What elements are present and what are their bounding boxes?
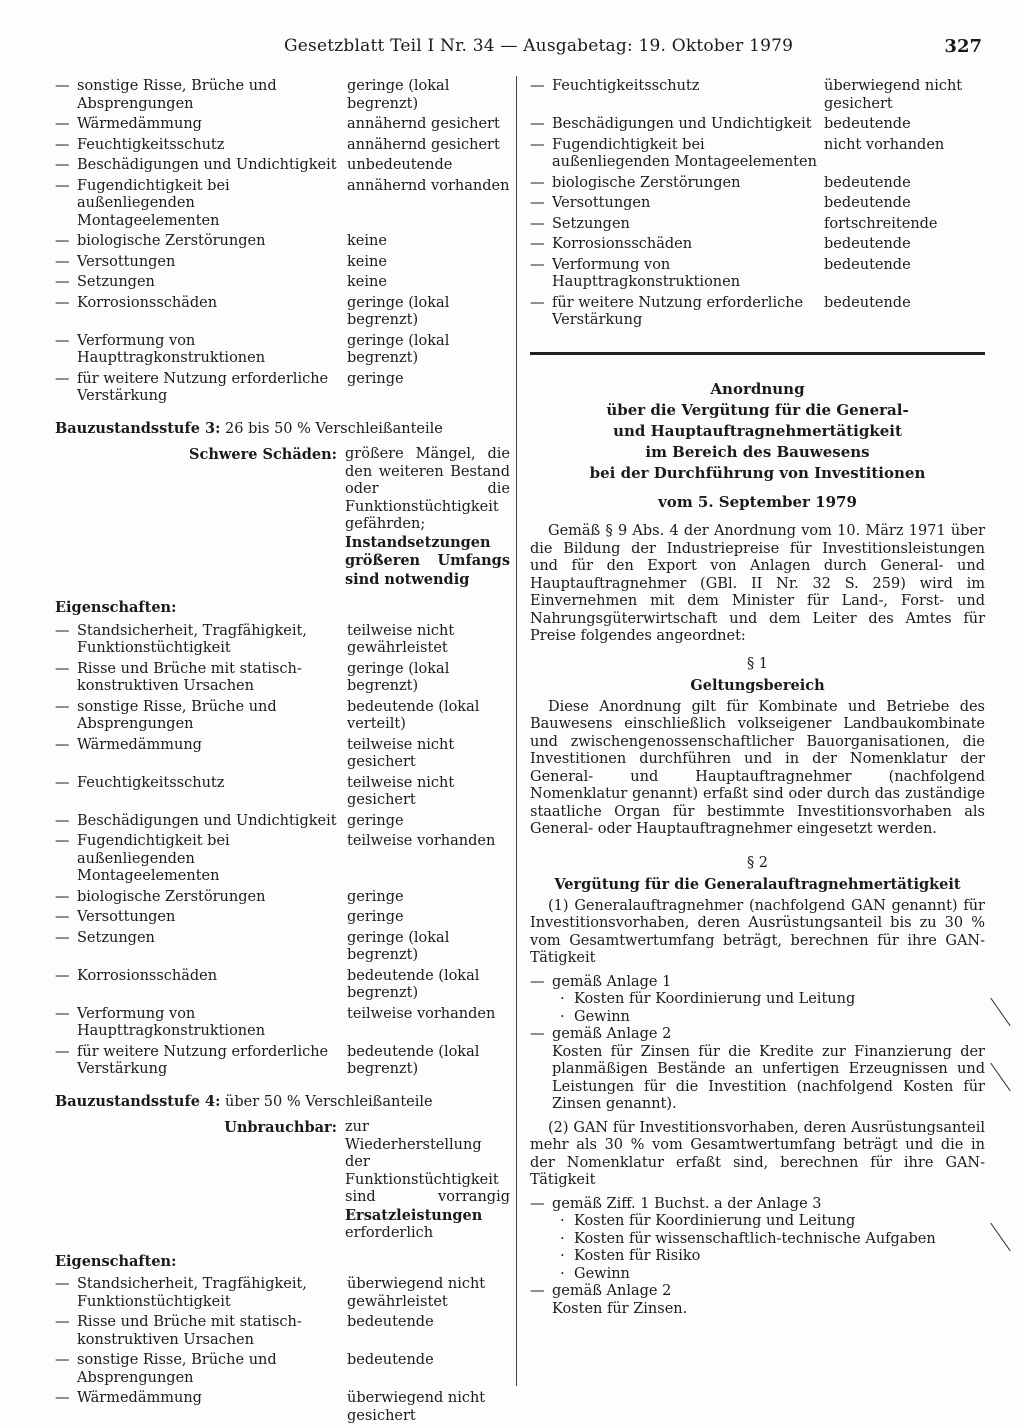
- property-name: Versottungen: [77, 909, 176, 925]
- stage3-damage: [55, 446, 510, 589]
- title-line: und Hauptauftragnehmertätigkeit: [613, 421, 902, 440]
- section-2-paragraph-2: (2) GAN für Investitionsvorhaben, deren Ausrüstungsanteil mehr als 30 % vom Gesamtwertumfang beträgt und die in der Nomenklatur erfaßt sind, berechnen für ihre GAN-Tätigkeit: [530, 1119, 985, 1188]
- stage4-damage: [55, 1119, 510, 1243]
- property-name: Beschädigungen und Undichtigkeit: [77, 812, 337, 829]
- property-value: unbedeutende: [347, 157, 453, 173]
- margin-mark: [990, 1063, 1010, 1091]
- property-row: [530, 78, 985, 113]
- stage4-eigenschaften: Eigenschaften:: [55, 1252, 177, 1270]
- property-row: [55, 295, 510, 330]
- bullet-text: Kosten für Koordinierung und Leitung: [574, 991, 856, 1007]
- property-row: [530, 257, 985, 292]
- dash: —: [55, 78, 70, 94]
- property-value: bedeutende (lokal verteilt): [347, 698, 480, 732]
- property-row: [55, 623, 510, 658]
- property-value: keine: [347, 233, 387, 249]
- dash: —: [55, 1005, 70, 1022]
- property-value: teilweise nicht gesichert: [347, 774, 455, 808]
- stage4-properties-right: [530, 78, 985, 330]
- property-row: [55, 1044, 510, 1079]
- bullet-item: · Kosten für wissenschaftlich-technische Aufgaben: [560, 1230, 936, 1247]
- property-value: keine: [347, 274, 387, 290]
- stage4-text: über 50 % Verschleißanteile: [225, 1093, 433, 1110]
- property-name: für weitere Nutzung erforderliche Verstärkung: [77, 370, 329, 404]
- dash: —: [55, 1352, 70, 1368]
- property-row: [55, 116, 510, 134]
- list-item-text: gemäß Anlage 2: [552, 1283, 672, 1299]
- dash: —: [530, 236, 545, 252]
- dash: —: [530, 215, 545, 232]
- page-number: 327: [944, 36, 982, 57]
- page-header: [52, 36, 982, 68]
- property-name: für weitere Nutzung erforderliche Verstärkung: [77, 1043, 329, 1077]
- dash: —: [55, 136, 70, 153]
- list-item: — gemäß Anlage 2: [530, 1026, 672, 1042]
- stage4-damage-text: zur Wiederherstellung der Funktionstüchtigkeit sind vorrangig: [345, 1119, 510, 1205]
- property-row: [530, 195, 985, 213]
- bullet-text: Gewinn: [574, 1008, 630, 1025]
- property-name: Risse und Brüche mit statisch-konstruktiven Ursachen: [77, 660, 302, 694]
- dash: —: [530, 78, 545, 94]
- property-row: [55, 1390, 510, 1425]
- property-value: teilweise vorhanden: [347, 1005, 496, 1022]
- property-name: Korrosionsschäden: [77, 294, 218, 311]
- bullet-text: Kosten für wissenschaftlich-technische Aufgaben: [574, 1230, 936, 1247]
- property-value: annähernd vorhanden: [347, 177, 510, 194]
- stage4-damage-label: Unbrauchbar:: [224, 1119, 337, 1136]
- property-row: [530, 236, 985, 254]
- property-value: geringe (lokal begrenzt): [347, 332, 450, 366]
- property-row: [55, 1006, 510, 1041]
- property-row: [55, 1314, 510, 1349]
- bullet-text: Kosten für Risiko: [574, 1248, 701, 1264]
- property-name: Setzungen: [77, 929, 155, 946]
- dash: —: [530, 174, 545, 191]
- bullet-item: · Kosten für Risiko: [560, 1248, 701, 1264]
- property-name: Feuchtigkeitsschutz: [552, 78, 700, 94]
- title-line: über die Vergütung für die General-: [606, 400, 909, 419]
- dash: —: [55, 332, 70, 349]
- property-value: nicht vorhanden: [824, 136, 945, 153]
- property-value: bedeutende: [824, 195, 911, 211]
- dash: —: [55, 929, 70, 946]
- property-value: geringe (lokal begrenzt): [347, 78, 450, 112]
- property-name: Verformung von Haupttragkonstruktionen: [77, 332, 266, 366]
- list-item: — gemäß Anlage 2: [530, 1283, 672, 1299]
- title-line: Anordnung: [710, 379, 805, 398]
- property-row: [55, 333, 510, 368]
- dash: —: [55, 116, 70, 132]
- property-name: Beschädigungen und Undichtigkeit: [552, 116, 812, 132]
- section-1-number: § 1: [746, 655, 769, 672]
- property-row: [55, 1352, 510, 1387]
- property-name: biologische Zerstörungen: [77, 888, 266, 905]
- section-2-number: § 2: [746, 854, 769, 871]
- property-row: [55, 813, 510, 831]
- property-row: [55, 775, 510, 810]
- property-name: Standsicherheit, Tragfähigkeit, Funktionstüchtigkeit: [77, 1276, 307, 1310]
- bullet-item: · Kosten für Koordinierung und Leitung: [560, 991, 856, 1007]
- ordinance-title: [530, 379, 985, 484]
- margin-mark: [990, 1223, 1010, 1251]
- property-name: sonstige Risse, Brüche und Absprengungen: [77, 1352, 277, 1386]
- property-row: [55, 909, 510, 927]
- property-name: Fugendichtigkeit bei außenliegenden Montageelementen: [552, 136, 817, 170]
- bullet-item: · Gewinn: [560, 1008, 630, 1025]
- dash: —: [55, 1276, 70, 1292]
- section-rule: [530, 352, 985, 355]
- stage4-heading: [55, 1093, 510, 1112]
- property-name: Setzungen: [552, 215, 630, 232]
- property-row: [55, 78, 510, 113]
- list-item-detail: Kosten für Zinsen.: [552, 1300, 688, 1317]
- stage3-damage-bold: Instandsetzungen größeren Umfangs sind notwendig: [345, 533, 510, 588]
- property-value: überwiegend nicht gesichert: [824, 78, 963, 112]
- property-value: bedeutende (lokal begrenzt): [347, 1043, 480, 1077]
- dash: —: [55, 233, 70, 249]
- property-name: Feuchtigkeitsschutz: [77, 136, 225, 153]
- property-value: keine: [347, 253, 387, 270]
- property-value: bedeutende: [824, 174, 911, 191]
- property-row: [55, 137, 510, 155]
- property-name: Korrosionsschäden: [552, 236, 693, 252]
- dash: —: [530, 136, 545, 153]
- dash: —: [55, 909, 70, 925]
- dash: —: [55, 274, 70, 290]
- property-row: [55, 178, 510, 231]
- stage3-heading: [55, 420, 510, 439]
- dash: —: [55, 294, 70, 311]
- property-name: Versottungen: [552, 195, 651, 211]
- bullet-item: · Gewinn: [560, 1265, 630, 1282]
- property-row: [55, 1276, 510, 1311]
- dash: —: [55, 622, 70, 639]
- property-value: geringe: [347, 909, 404, 925]
- property-value: überwiegend nicht gewährleistet: [347, 1276, 486, 1310]
- property-row: [530, 216, 985, 234]
- property-value: bedeutende (lokal begrenzt): [347, 967, 480, 1001]
- list-item-text: gemäß Anlage 1: [552, 973, 672, 990]
- property-row: [55, 833, 510, 886]
- property-name: Setzungen: [77, 274, 155, 290]
- dash: —: [55, 177, 70, 194]
- stage3-damage-text: größere Mängel, die den weiteren Bestand oder die Funktionstüchtigkeit gefährden;: [345, 446, 510, 532]
- dash: —: [55, 157, 70, 173]
- stage3-eigenschaften: Eigenschaften:: [55, 599, 177, 616]
- property-row: [55, 661, 510, 696]
- dash: —: [530, 256, 545, 273]
- property-row: [55, 930, 510, 965]
- section-2-title: Vergütung für die Generalauftragnehmertätigkeit: [554, 876, 961, 893]
- dash: —: [55, 698, 70, 715]
- title-line: im Bereich des Bauwesens: [645, 442, 870, 461]
- stage4-damage-desc: [345, 1119, 510, 1243]
- property-name: sonstige Risse, Brüche und Absprengungen: [77, 698, 277, 732]
- property-value: geringe: [347, 812, 404, 829]
- property-row: [55, 274, 510, 292]
- property-value: teilweise nicht gewährleistet: [347, 622, 455, 656]
- dash: —: [55, 1390, 70, 1406]
- list-item: — gemäß Ziff. 1 Buchst. a der Anlage 3: [530, 1195, 822, 1212]
- stage4-label: Bauzustandsstufe 4:: [55, 1092, 221, 1110]
- property-value: annähernd gesichert: [347, 136, 500, 153]
- property-row: [530, 116, 985, 134]
- dash: —: [55, 967, 70, 984]
- property-value: bedeutende: [347, 1352, 434, 1368]
- property-value: bedeutende: [824, 116, 911, 132]
- section-2-paragraph-1: (1) Generalauftragnehmer (nachfolgend GAN genannt) für Investitionsvorhaben, deren Ausrüstungsanteil bis zu 30 % vom Gesamtwertumfang beträgt, berechnen für ihre GAN-Tätigkeit: [530, 897, 985, 966]
- section-1-title: Geltungsbereich: [690, 677, 825, 694]
- dash: —: [55, 833, 70, 849]
- dash: —: [530, 294, 545, 311]
- dash: —: [55, 812, 70, 829]
- list-item-text: gemäß Ziff. 1 Buchst. a der Anlage 3: [552, 1195, 822, 1212]
- stage4-damage-bold: Ersatzleistungen: [345, 1206, 483, 1224]
- header-title: Gesetzblatt Teil I Nr. 34 — Ausgabetag: 19. Oktober 1979: [284, 36, 794, 56]
- stage3-label: Bauzustandsstufe 3:: [55, 419, 221, 437]
- property-name: biologische Zerstörungen: [552, 174, 741, 191]
- property-value: überwiegend nicht gesichert: [347, 1390, 486, 1424]
- property-value: teilweise vorhanden: [347, 833, 496, 849]
- property-value: bedeutende: [824, 236, 911, 252]
- stage3-text: 26 bis 50 % Verschleißanteile: [225, 420, 443, 437]
- preamble: Gemäß § 9 Abs. 4 der Anordnung vom 10. März 1971 über die Bildung der Industriepreise für Investitionsleistungen und für den Export von Anlagen durch General- und Hauptauftragnehmer (GBl. II Nr. 32 S. 259) wird im Einvernehmen mit dem Minister für Land-, Forst- und Nahrungsgüterwirtschaft und dem Leiter des Amtes für Preise folgendes angeordnet:: [530, 523, 985, 644]
- dash: —: [55, 888, 70, 905]
- property-name: Wärmedämmung: [77, 1390, 202, 1406]
- bullet-text: Gewinn: [574, 1265, 630, 1282]
- dash: —: [55, 1043, 70, 1060]
- property-name: Risse und Brüche mit statisch-konstruktiven Ursachen: [77, 1314, 302, 1348]
- property-name: Verformung von Haupttragkonstruktionen: [77, 1005, 266, 1039]
- dash: —: [530, 116, 545, 132]
- property-row: [55, 233, 510, 251]
- property-name: für weitere Nutzung erforderliche Verstärkung: [552, 294, 804, 328]
- title-line: bei der Durchführung von Investitionen: [589, 463, 926, 482]
- property-name: Feuchtigkeitsschutz: [77, 774, 225, 791]
- column-divider: [516, 76, 517, 1386]
- stage3-properties: [55, 623, 510, 1079]
- property-row: [55, 889, 510, 907]
- property-value: bedeutende: [347, 1314, 434, 1330]
- property-row: [530, 295, 985, 330]
- property-name: Korrosionsschäden: [77, 967, 218, 984]
- property-name: Wärmedämmung: [77, 736, 202, 753]
- stage3-damage-desc: [345, 446, 510, 589]
- stage2-properties: [55, 78, 510, 406]
- property-value: geringe (lokal begrenzt): [347, 660, 450, 694]
- property-name: Standsicherheit, Tragfähigkeit, Funktionstüchtigkeit: [77, 622, 307, 656]
- property-value: fortschreitende: [824, 215, 938, 232]
- property-value: geringe: [347, 370, 404, 387]
- list-item-text: gemäß Anlage 2: [552, 1026, 672, 1042]
- property-name: Wärmedämmung: [77, 116, 202, 132]
- property-row: [55, 254, 510, 272]
- dash: —: [55, 736, 70, 753]
- property-value: geringe (lokal begrenzt): [347, 929, 450, 963]
- property-row: [530, 137, 985, 172]
- property-name: sonstige Risse, Brüche und Absprengungen: [77, 78, 277, 112]
- property-name: Versottungen: [77, 253, 176, 270]
- property-name: biologische Zerstörungen: [77, 233, 266, 249]
- section-1-text: Diese Anordnung gilt für Kombinate und Betriebe des Bauwesens einschließlich volkseigener Landbaukombinate und zwischengenossenschaftlicher Bauorganisationen, die Investitionen durchführen und in der Nomenklatur der General- und Hauptauftragnehmer (nachfolgend Nomenklatur genannt) erfaßt sind oder durch das zuständige staatliche Organ für bestimmte Investitionsvorhaben als General- oder Hauptauftragnehmer eingesetzt werden.: [530, 698, 985, 837]
- property-name: Verformung von Haupttragkonstruktionen: [552, 256, 741, 290]
- property-value: annähernd gesichert: [347, 116, 500, 132]
- property-row: [55, 699, 510, 734]
- property-value: bedeutende: [824, 256, 911, 273]
- property-row: [55, 157, 510, 175]
- ordinance-date: vom 5. September 1979: [658, 492, 857, 511]
- stage3-damage-label: Schwere Schäden:: [189, 446, 337, 463]
- stage4-properties-left: [55, 1276, 510, 1425]
- property-value: bedeutende: [824, 294, 911, 311]
- property-row: [55, 737, 510, 772]
- property-value: geringe: [347, 888, 404, 905]
- property-value: teilweise nicht gesichert: [347, 736, 455, 770]
- property-row: [55, 968, 510, 1003]
- property-row: [55, 371, 510, 406]
- property-row: [530, 175, 985, 193]
- dash: —: [530, 195, 545, 211]
- dash: —: [55, 660, 70, 677]
- dash: —: [55, 370, 70, 387]
- dash: —: [55, 774, 70, 791]
- margin-mark: [990, 998, 1010, 1026]
- list-item: — gemäß Anlage 1: [530, 973, 672, 990]
- dash: —: [55, 253, 70, 270]
- bullet-text: Kosten für Koordinierung und Leitung: [574, 1213, 856, 1229]
- right-column: [530, 78, 985, 1318]
- left-column: [55, 78, 510, 1428]
- dash: —: [55, 1314, 70, 1330]
- property-name: Fugendichtigkeit bei außenliegenden Montageelementen: [77, 833, 230, 884]
- bullet-item: · Kosten für Koordinierung und Leitung: [560, 1213, 856, 1229]
- property-name: Beschädigungen und Undichtigkeit: [77, 157, 337, 173]
- property-name: Fugendichtigkeit bei außenliegenden Montageelementen: [77, 177, 230, 229]
- property-value: geringe (lokal begrenzt): [347, 294, 450, 328]
- list-item-detail: Kosten für Zinsen für die Kredite zur Finanzierung der planmäßigen Bestände an unfertigen Erzeugnissen und Leistungen für die Investition (nachfolgend Kosten für Zinsen genannt).: [552, 1043, 985, 1112]
- stage4-damage-tail: erforderlich: [345, 1225, 434, 1241]
